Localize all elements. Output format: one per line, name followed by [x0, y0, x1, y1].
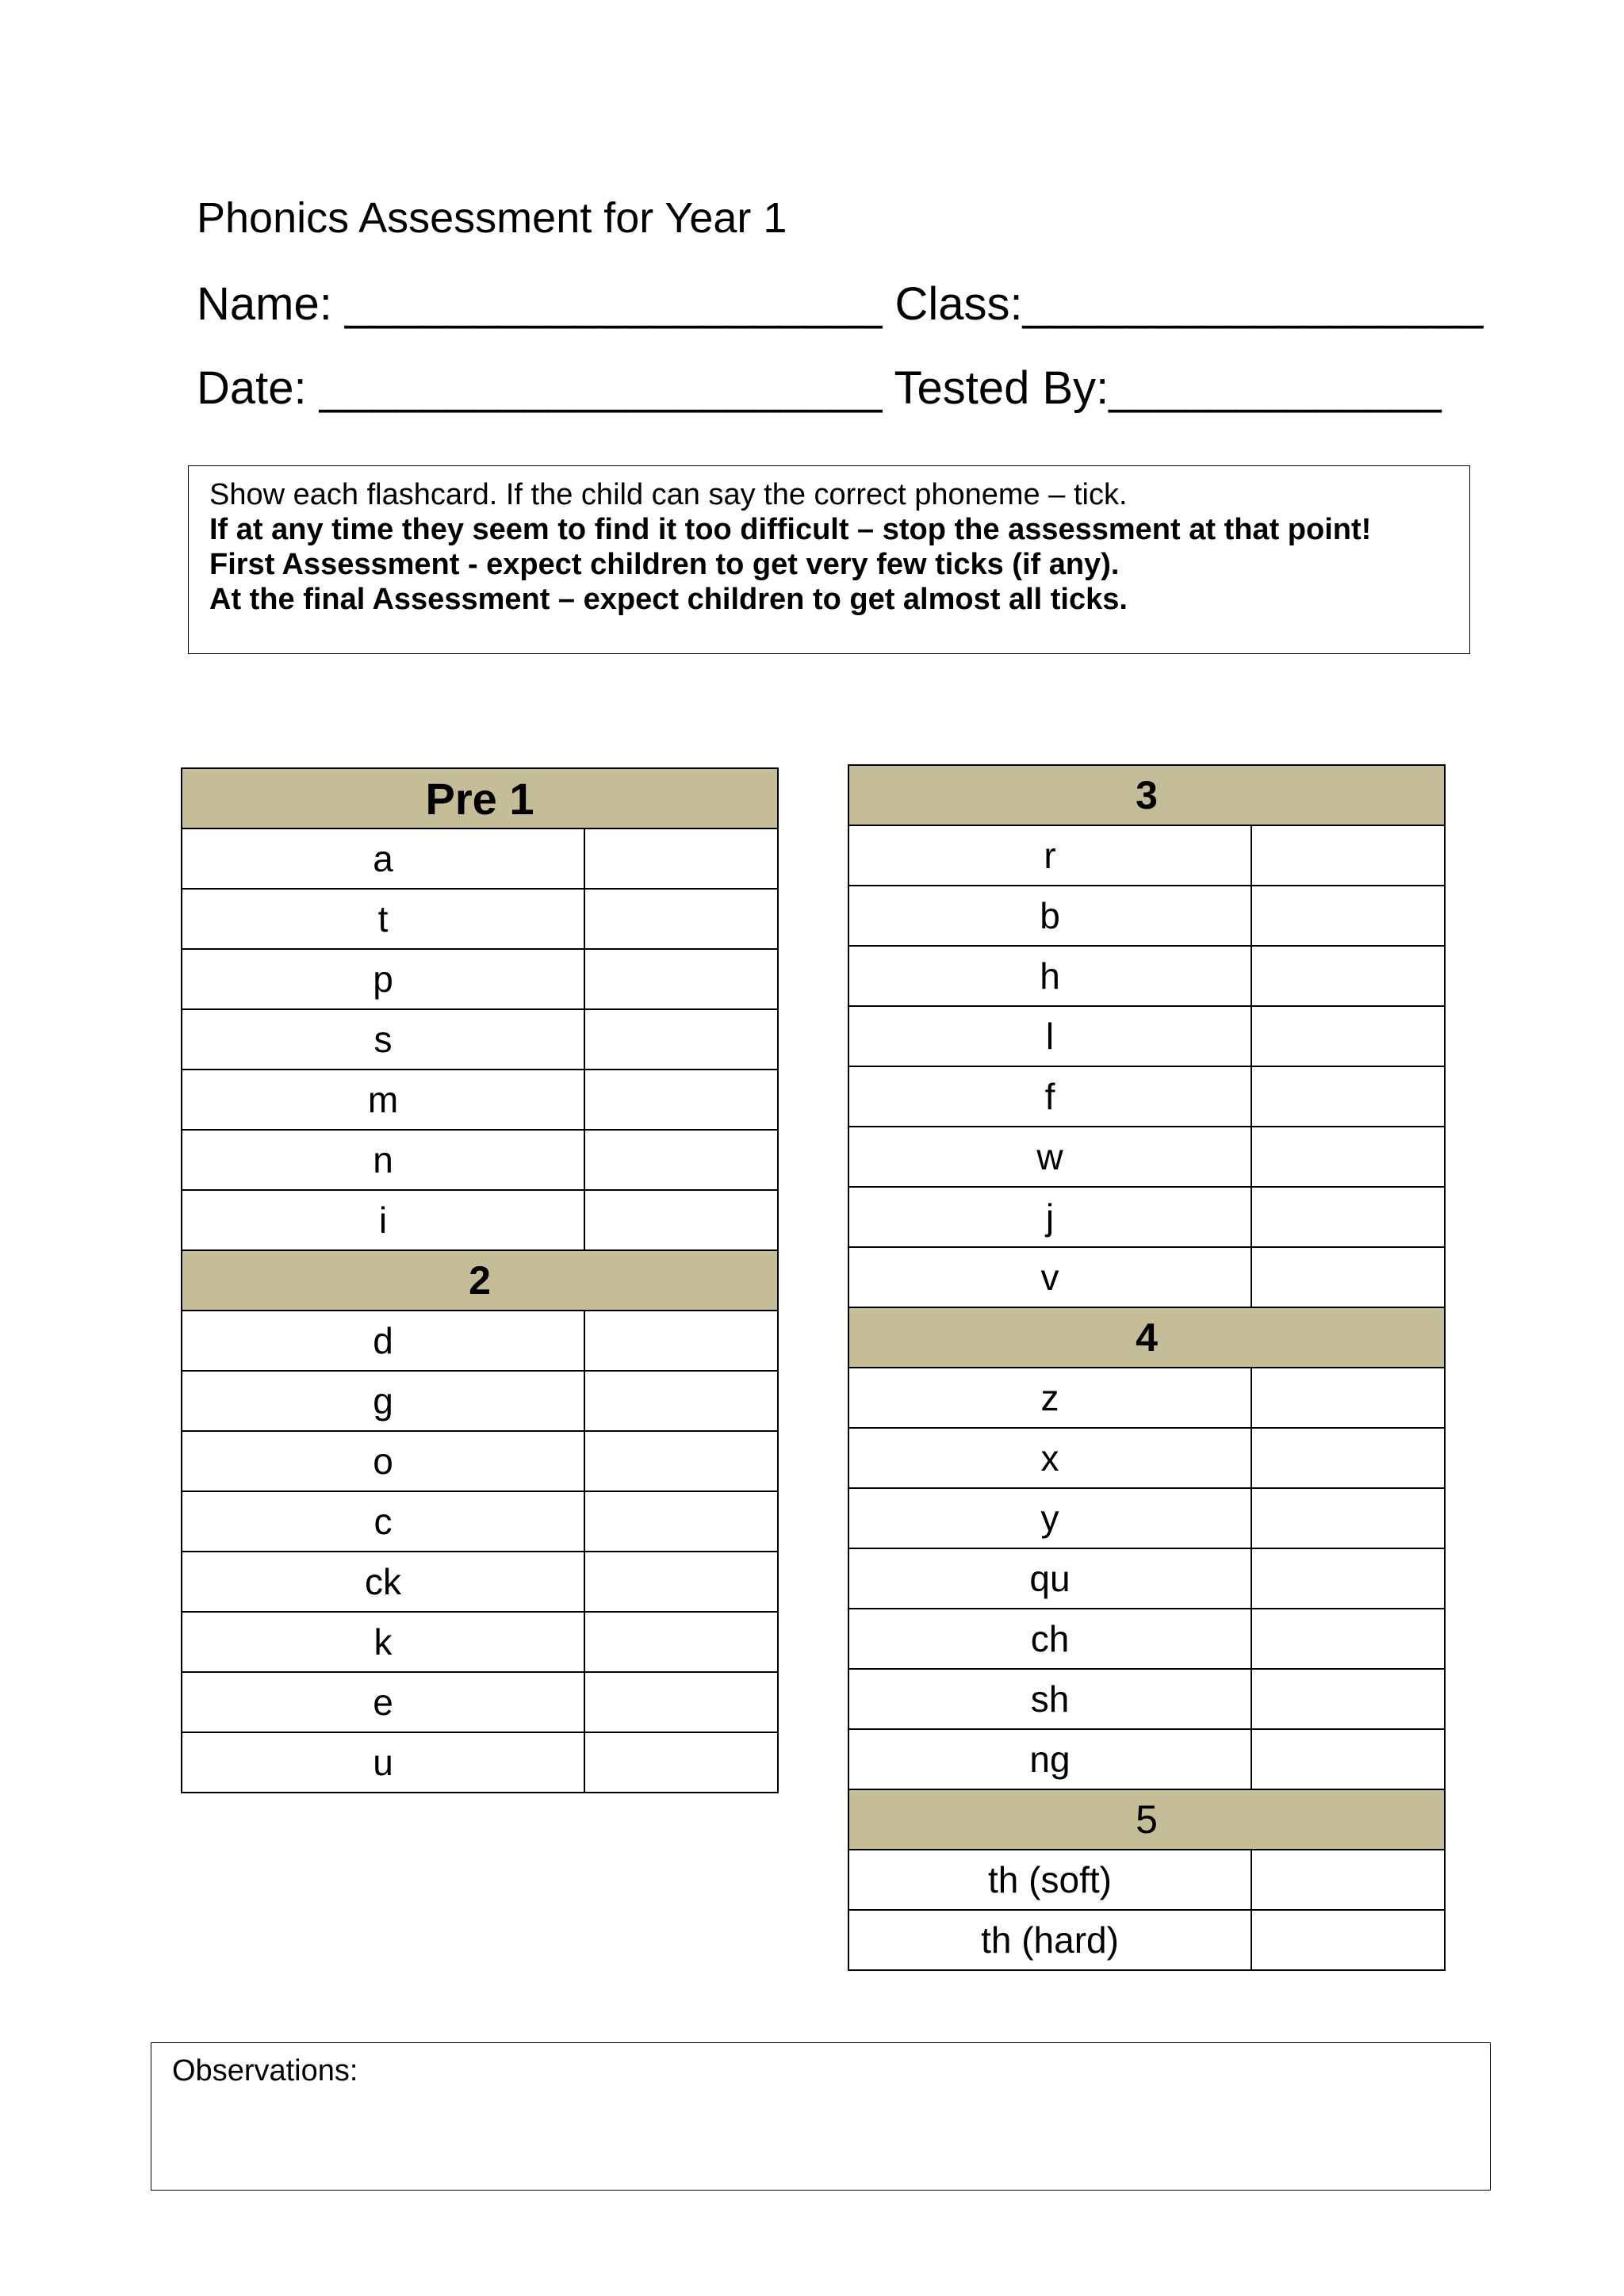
tick-cell[interactable] — [1251, 1910, 1445, 1970]
table-row — [848, 1066, 1445, 1127]
section-header: 4 — [848, 1307, 1445, 1368]
tick-cell[interactable] — [1251, 825, 1445, 886]
phoneme-cell: ck — [182, 1552, 584, 1612]
phoneme-cell: o — [182, 1431, 584, 1491]
phoneme-cell: l — [848, 1006, 1251, 1066]
phoneme-cell: b — [848, 886, 1251, 946]
table-row — [182, 1732, 778, 1793]
table-row — [182, 1491, 778, 1552]
phoneme-cell: v — [848, 1247, 1251, 1307]
table-row — [848, 1187, 1445, 1247]
tick-cell[interactable] — [1251, 1729, 1445, 1789]
date-tested-by-line: Date: ______________________ Tested By:_____________ — [197, 362, 1442, 414]
table-row — [848, 1910, 1445, 1970]
table-row — [848, 1548, 1445, 1609]
tick-cell[interactable] — [584, 1070, 778, 1130]
phoneme-cell: c — [182, 1491, 584, 1552]
table-row — [848, 1729, 1445, 1789]
tick-cell[interactable] — [1251, 1548, 1445, 1609]
table-row — [182, 1070, 778, 1130]
tick-cell[interactable] — [584, 1371, 778, 1431]
phoneme-cell: x — [848, 1428, 1251, 1488]
table-row — [182, 1672, 778, 1732]
tick-cell[interactable] — [584, 949, 778, 1009]
tick-cell[interactable] — [1251, 1006, 1445, 1066]
instruction-line: First Assessment - expect children to get very few ticks (if any). — [209, 548, 1120, 581]
phoneme-cell: p — [182, 949, 584, 1009]
tick-cell[interactable] — [584, 1009, 778, 1070]
table-row — [182, 1371, 778, 1431]
phoneme-cell: g — [182, 1371, 584, 1431]
tick-cell[interactable] — [1251, 1368, 1445, 1428]
phoneme-cell: a — [182, 828, 584, 889]
phoneme-cell: j — [848, 1187, 1251, 1247]
table-row — [848, 886, 1445, 946]
tick-cell[interactable] — [1251, 1609, 1445, 1669]
table-row — [848, 946, 1445, 1006]
phoneme-cell: sh — [848, 1669, 1251, 1729]
tick-cell[interactable] — [1251, 1247, 1445, 1307]
tick-cell[interactable] — [1251, 1669, 1445, 1729]
page-title: Phonics Assessment for Year 1 — [197, 194, 787, 242]
tick-cell[interactable] — [1251, 946, 1445, 1006]
phoneme-cell: y — [848, 1488, 1251, 1548]
table-row — [848, 825, 1445, 886]
table-row — [182, 949, 778, 1009]
tick-cell[interactable] — [584, 1732, 778, 1793]
phoneme-cell: f — [848, 1066, 1251, 1127]
phoneme-cell: th (soft) — [848, 1850, 1251, 1910]
table-row — [182, 1552, 778, 1612]
phoneme-cell: w — [848, 1127, 1251, 1187]
instructions-box — [188, 465, 1470, 654]
phoneme-cell: s — [182, 1009, 584, 1070]
tick-cell[interactable] — [584, 1672, 778, 1732]
phoneme-cell: th (hard) — [848, 1910, 1251, 1970]
table-row — [848, 1488, 1445, 1548]
tick-cell[interactable] — [584, 828, 778, 889]
phoneme-cell: m — [182, 1070, 584, 1130]
tick-cell[interactable] — [584, 1491, 778, 1552]
phoneme-cell: k — [182, 1612, 584, 1672]
instruction-line: If at any time they seem to find it too difficult – stop the assessment at that point! — [209, 513, 1372, 546]
phoneme-cell: d — [182, 1311, 584, 1371]
table-row — [848, 1850, 1445, 1910]
phoneme-cell: i — [182, 1190, 584, 1250]
tick-cell[interactable] — [584, 1431, 778, 1491]
tick-cell[interactable] — [1251, 1187, 1445, 1247]
table-row — [848, 1609, 1445, 1669]
phonics-table-left — [181, 767, 779, 1793]
table-row — [848, 1368, 1445, 1428]
name-class-line: Name: _____________________ Class:__________________ — [197, 278, 1484, 330]
section-header: Pre 1 — [182, 768, 778, 828]
phoneme-cell: z — [848, 1368, 1251, 1428]
table-row — [182, 1612, 778, 1672]
table-row — [848, 1006, 1445, 1066]
observations-label: Observations: — [172, 2054, 358, 2087]
tick-cell[interactable] — [584, 1130, 778, 1190]
table-row — [848, 1247, 1445, 1307]
tick-cell[interactable] — [1251, 1850, 1445, 1910]
section-header: 2 — [182, 1250, 778, 1311]
tick-cell[interactable] — [1251, 1428, 1445, 1488]
table-row — [848, 1127, 1445, 1187]
phoneme-cell: t — [182, 889, 584, 949]
table-row — [848, 1669, 1445, 1729]
phoneme-cell: u — [182, 1732, 584, 1793]
table-row — [182, 1431, 778, 1491]
phoneme-cell: n — [182, 1130, 584, 1190]
tick-cell[interactable] — [1251, 1488, 1445, 1548]
section-header: 5 — [848, 1789, 1445, 1850]
table-row — [182, 1009, 778, 1070]
tick-cell[interactable] — [584, 1552, 778, 1612]
phoneme-cell: e — [182, 1672, 584, 1732]
tick-cell[interactable] — [584, 1190, 778, 1250]
phonics-table-right — [848, 764, 1446, 1971]
table-row — [182, 1311, 778, 1371]
tick-cell[interactable] — [1251, 1066, 1445, 1127]
instruction-line: Show each flashcard. If the child can say the correct phoneme – tick. — [209, 478, 1128, 511]
table-row — [848, 1428, 1445, 1488]
table-row — [182, 1190, 778, 1250]
tick-cell[interactable] — [584, 1311, 778, 1371]
phoneme-cell: ng — [848, 1729, 1251, 1789]
observations-box[interactable] — [151, 2042, 1491, 2191]
phoneme-cell: qu — [848, 1548, 1251, 1609]
tick-cell[interactable] — [1251, 886, 1445, 946]
table-row — [182, 828, 778, 889]
table-row — [182, 1130, 778, 1190]
phoneme-cell: h — [848, 946, 1251, 1006]
table-row — [182, 889, 778, 949]
phoneme-cell: r — [848, 825, 1251, 886]
tick-cell[interactable] — [584, 889, 778, 949]
instruction-line: At the final Assessment – expect children to get almost all ticks. — [209, 583, 1128, 616]
section-header: 3 — [848, 765, 1445, 825]
tick-cell[interactable] — [1251, 1127, 1445, 1187]
phoneme-cell: ch — [848, 1609, 1251, 1669]
tick-cell[interactable] — [584, 1612, 778, 1672]
